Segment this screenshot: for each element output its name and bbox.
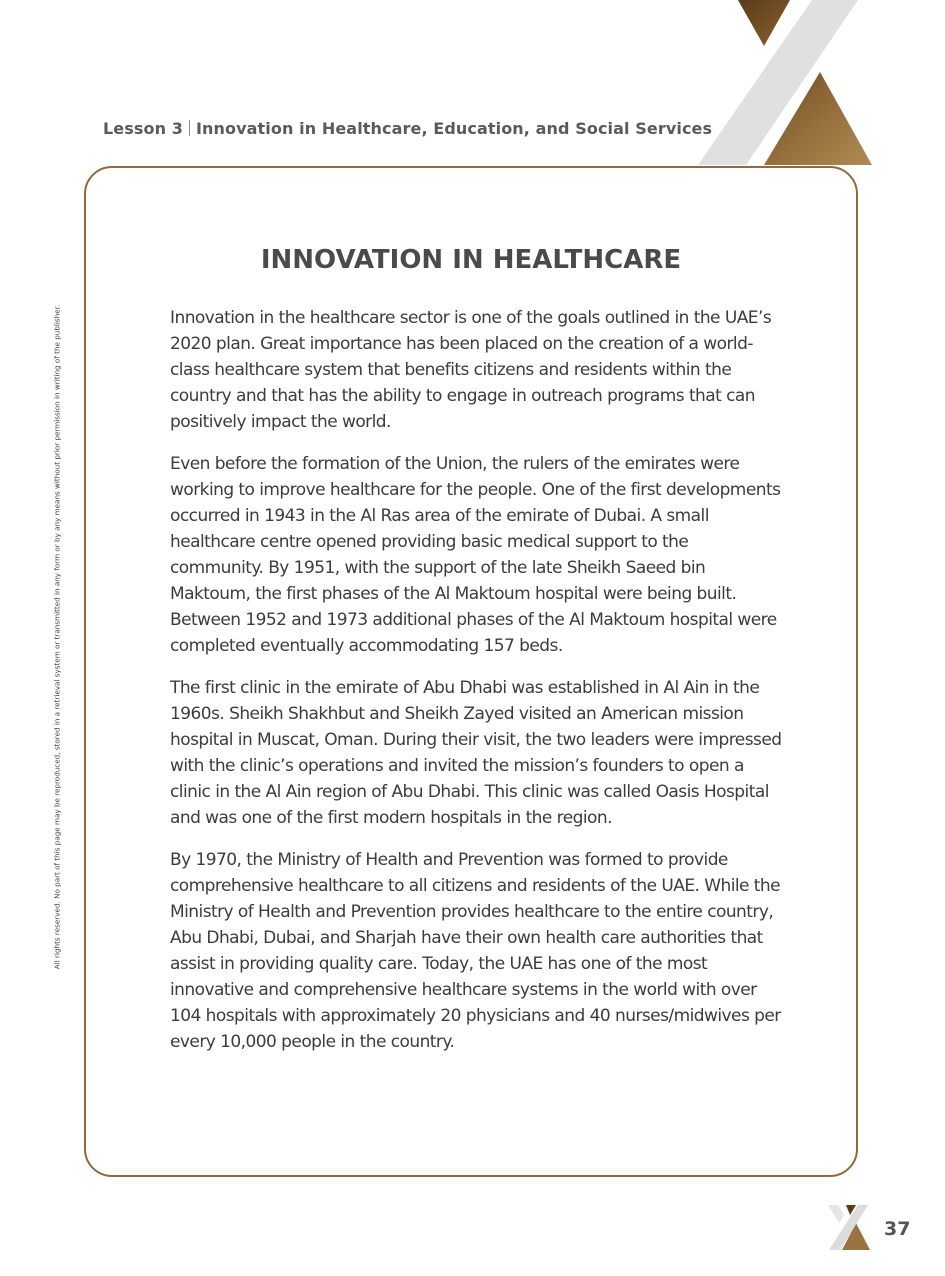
paragraph: Innovation in the healthcare sector is one of the goals outlined in the UAE’s 2020 plan. Great importance has been placed on the creation of a world-class healthcare system that benefits citizens and residents within the country and that has the ability to engage in outreach programs that can positively impact the world.	[170, 308, 772, 432]
page-number: 37	[884, 1218, 911, 1240]
copyright-note: All rights reserved. No part of this page may be reproduced, stored in a retrieval system or transmitted in any form or by any means without prior permission in writing of the publisher.	[52, 304, 62, 970]
decorative-x-emblem-bottom	[826, 1205, 871, 1251]
paragraph: Even before the formation of the Union, the rulers of the emirates were working to improve healthcare for the people. One of the first developments occurred in 1943 in the Al Ras area of the emirate of Dubai. A small healthcare centre opened providing basic medical support to the community. By 1951, with the support of the late Sheikh Saeed bin Maktoum, the first phases of the Al Maktoum hospital were being built. Between 1952 and 1973 additional phases of the Al Maktoum hospital were completed eventually accommodating 157 beds.	[170, 454, 781, 656]
lesson-number: Lesson 3	[103, 119, 183, 138]
page-title: INNOVATION IN HEALTHCARE	[260, 245, 682, 275]
paragraph: By 1970, the Ministry of Health and Prevention was formed to provide comprehensive healthcare to all citizens and residents of the UAE. While the Ministry of Health and Prevention provides healthcare to the entire country, Abu Dhabi, Dubai, and Sharjah have their own health care authorities that assist in providing quality care. Today, the UAE has one of the most innovative and comprehensive healthcare systems in the world with over 104 hospitals with approximately 20 physicians and 40 nurses/midwives per every 10,000 people in the country.	[170, 850, 781, 1052]
lesson-topic: Innovation in Healthcare, Education, and Social Services	[195, 119, 713, 138]
paragraph: The first clinic in the emirate of Abu Dhabi was established in Al Ain in the 1960s. Sheikh Shakhbut and Sheikh Zayed visited an American mission hospital in Muscat, Oman. During their visit, the two leaders were impressed with the clinic’s operations and invited the mission’s founders to open a clinic in the Al Ain region of Abu Dhabi. This clinic was called Oasis Hospital and was one of the first modern hospitals in the region.	[170, 678, 782, 828]
lesson-header	[103, 119, 712, 138]
body-text	[170, 305, 782, 1071]
decorative-x-emblem-top	[690, 0, 880, 170]
header-divider	[189, 120, 190, 136]
